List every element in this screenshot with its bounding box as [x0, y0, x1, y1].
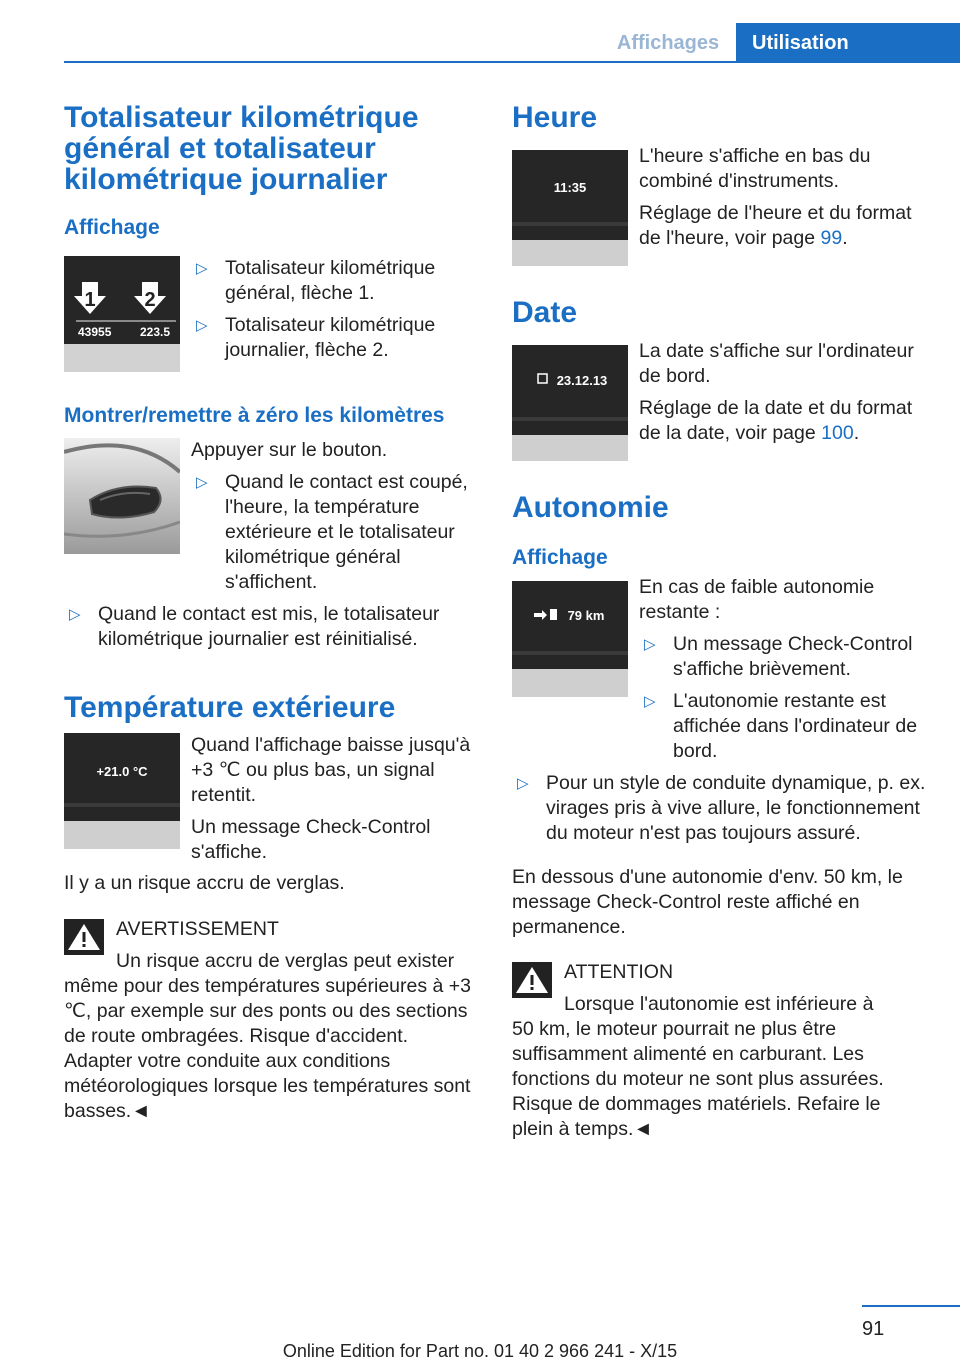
- range-intro: En cas de faible autonomie restante :: [639, 576, 875, 623]
- triangle-bullet-icon: ▷: [517, 775, 529, 792]
- reset-button-figure: [64, 438, 180, 554]
- list-item: ▷ Un message Check-Control s'affiche brièvement.: [644, 633, 913, 680]
- warning-text: Un risque accru de verglas peut exister: [116, 950, 455, 972]
- time-paragraph: Réglage de l'heure et du format de l'heure, voir page 99.: [639, 202, 912, 249]
- arrow-label-2: 2: [144, 289, 156, 311]
- temperature-risk-text: Il y a un risque accru de verglas.: [64, 872, 345, 894]
- range-block: [512, 576, 926, 764]
- clock-figure-value: 11:35: [553, 180, 587, 195]
- arrow-label-1: 1: [84, 289, 96, 311]
- list-item: ▷ Pour un style de conduite dynamique, p. ex. virages pris à vive allure, le fonctionnement du moteur n'est pas toujours assuré.: [517, 772, 926, 844]
- odometer-block: [64, 256, 479, 372]
- odometer-figure: [64, 256, 180, 372]
- warning-icon: [64, 919, 104, 955]
- left-column: [64, 102, 479, 1124]
- section-title-date: Date: [512, 296, 578, 329]
- right-column: [512, 102, 926, 1142]
- page-number: 91: [862, 1318, 885, 1340]
- footer-rule: [862, 1305, 960, 1307]
- triangle-bullet-icon: ▷: [196, 317, 208, 334]
- time-block: [512, 145, 926, 266]
- triangle-bullet-icon: ▷: [196, 260, 208, 277]
- triangle-bullet-icon: ▷: [644, 693, 656, 710]
- odometer-trip-value: 223.5: [139, 325, 170, 339]
- temperature-figure: [64, 733, 180, 849]
- caution-box: [512, 960, 926, 1142]
- section-title-time: Heure: [512, 101, 598, 134]
- warning-icon: [512, 962, 552, 998]
- list-item: ▷ Totalisateur kilométrique journalier, flèche 2.: [196, 314, 436, 361]
- page-link-99[interactable]: 99: [820, 227, 843, 249]
- edition-footer: Online Edition for Part no. 01 40 2 966 241 - X/15: [282, 1341, 678, 1361]
- time-paragraph: L'heure s'affiche en bas du combiné d'instruments.: [639, 145, 871, 192]
- section-title-temperature: Température extérieure: [64, 691, 396, 724]
- caution-text: 50 km, le moteur pourrait ne plus être suffisamment alimenté en carburant. Les fonctions du moteur ne sont plus assurées. Risque de dommages matériels. Refaire le plein à temps.◄: [512, 1018, 884, 1140]
- clock-figure: [512, 150, 628, 266]
- temperature-paragraph: Un message Check-Control s'affiche.: [191, 816, 431, 863]
- temperature-paragraph: Quand l'affichage baisse jusqu'à +3 ℃ ou plus bas, un signal retentit.: [191, 734, 471, 806]
- warning-text: même pour des températures supérieures à +3 ℃, par exemple sur des ponts ou des sections de route ombragées. Risque d'accident. Adapter votre conduite aux conditions météorologiques lorsque les températures sont basses.◄: [64, 975, 472, 1122]
- caution-title: ATTENTION: [564, 961, 674, 983]
- subheading-display: Affichage: [512, 546, 608, 569]
- triangle-bullet-icon: ▷: [69, 606, 81, 623]
- date-block: [512, 340, 926, 461]
- temperature-figure-value: +21.0 °C: [96, 764, 148, 779]
- warning-box: [64, 917, 479, 1124]
- temperature-block: [64, 733, 479, 865]
- list-item: ▷ Quand le contact est coupé, l'heure, la température extérieure et le totalisateur kilométrique général s'affichent.: [196, 471, 468, 593]
- date-figure: [512, 345, 628, 461]
- list-item: ▷ Totalisateur kilométrique général, flèche 1.: [196, 257, 436, 304]
- section-title-odometer: Totalisateur kilométrique général et totalisateur kilométrique journalier: [64, 101, 419, 196]
- odometer-total-value: 43955: [78, 325, 112, 339]
- page-link-100[interactable]: 100: [821, 422, 854, 444]
- header-rule: [64, 61, 960, 63]
- date-figure-value: 23.12.13: [556, 373, 608, 388]
- section-title-range: Autonomie: [512, 491, 669, 524]
- reset-block: [64, 438, 479, 595]
- list-item: ▷ Quand le contact est mis, le totalisateur kilométrique journalier est réinitialisé.: [69, 603, 440, 650]
- warning-title: AVERTISSEMENT: [116, 918, 279, 940]
- caution-text: Lorsque l'autonomie est inférieure à: [564, 993, 874, 1015]
- list-item: ▷ L'autonomie restante est affichée dans l'ordinateur de bord.: [644, 690, 918, 762]
- reset-instruction: Appuyer sur le bouton.: [191, 439, 388, 461]
- date-paragraph: La date s'affiche sur l'ordinateur de bord.: [639, 340, 914, 387]
- triangle-bullet-icon: ▷: [196, 474, 208, 491]
- range-figure-value: 79 km: [567, 608, 605, 623]
- range-figure: [512, 581, 628, 697]
- fuel-pump-icon: [550, 609, 557, 620]
- tab-utilisation[interactable]: Utilisation: [736, 23, 960, 63]
- triangle-bullet-icon: ▷: [644, 636, 656, 653]
- subheading-reset: Montrer/remettre à zéro les kilomètres: [64, 404, 445, 427]
- tab-affichages[interactable]: Affichages: [616, 31, 720, 54]
- range-paragraph: En dessous d'une autonomie d'env. 50 km, le message Check-Control reste affiché en permanence.: [512, 866, 903, 938]
- date-paragraph: Réglage de la date et du format de la date, voir page 100.: [639, 397, 913, 444]
- subheading-display: Affichage: [64, 216, 160, 239]
